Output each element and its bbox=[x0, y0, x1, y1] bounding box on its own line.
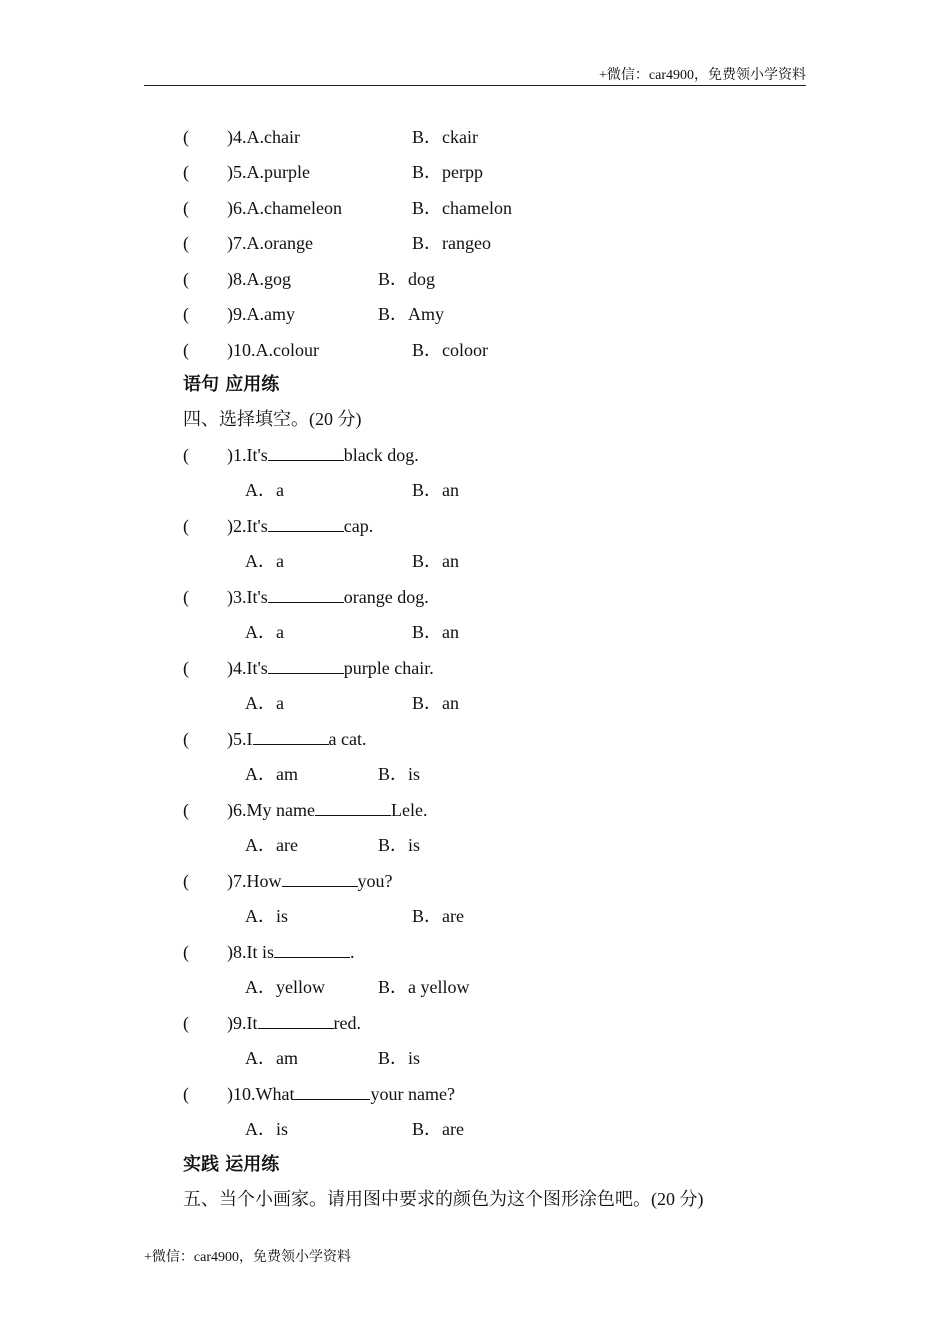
answer-paren: ( bbox=[183, 233, 189, 253]
part4-title: 四、选择填空。(20 分) bbox=[183, 409, 362, 429]
option-a: A．a bbox=[245, 480, 284, 500]
answer-paren: ( bbox=[183, 445, 189, 465]
part5-title: 五、当个小画家。请用图中要求的颜色为这个图形涂色吧。(20 分) bbox=[183, 1189, 704, 1209]
answer-paren: ( bbox=[183, 1013, 189, 1033]
option-b: B．coloor bbox=[412, 340, 488, 360]
answer-paren: ( bbox=[183, 162, 189, 182]
answer-paren: ( bbox=[183, 340, 189, 360]
fill-blank bbox=[258, 1012, 334, 1029]
question-text: )9.It red. bbox=[227, 1013, 361, 1033]
option-b: B．is bbox=[378, 764, 421, 784]
fill-blank bbox=[274, 941, 350, 958]
question-text: )7.A.orange bbox=[227, 233, 313, 253]
question-text: )5.I a cat. bbox=[227, 729, 367, 749]
option-a: A．is bbox=[245, 906, 289, 926]
option-a: A．a bbox=[245, 551, 284, 571]
question-text: )3.It's orange dog. bbox=[227, 587, 429, 607]
fill-blank bbox=[268, 444, 344, 461]
option-a: A．yellow bbox=[245, 977, 325, 997]
question-text: )10.A.colour bbox=[227, 340, 319, 360]
answer-paren: ( bbox=[183, 198, 189, 218]
fill-blank bbox=[253, 728, 329, 745]
answer-paren: ( bbox=[183, 729, 189, 749]
option-b: B．chamelon bbox=[412, 198, 512, 218]
question-text: )8.A.gog bbox=[227, 269, 291, 289]
answer-paren: ( bbox=[183, 304, 189, 324]
question-text: )9.A.amy bbox=[227, 304, 295, 324]
question-text: )10.What your name? bbox=[227, 1084, 455, 1104]
option-b: B．an bbox=[412, 480, 459, 500]
answer-paren: ( bbox=[183, 127, 189, 147]
option-b: B．an bbox=[412, 622, 459, 642]
option-a: A．are bbox=[245, 835, 298, 855]
section-heading-practice: 实践 运用练 bbox=[183, 1154, 280, 1175]
fill-blank bbox=[315, 799, 391, 816]
option-b: B．ckair bbox=[412, 127, 478, 147]
fill-blank bbox=[268, 586, 344, 603]
option-b: B．Amy bbox=[378, 304, 445, 324]
option-a: A．am bbox=[245, 764, 298, 784]
option-b: B．rangeo bbox=[412, 233, 491, 253]
option-a: A．a bbox=[245, 693, 284, 713]
answer-paren: ( bbox=[183, 800, 189, 820]
answer-paren: ( bbox=[183, 587, 189, 607]
question-text: )6.A.chameleon bbox=[227, 198, 342, 218]
question-text: )4.A.chair bbox=[227, 127, 300, 147]
option-b: B．is bbox=[378, 1048, 421, 1068]
fill-blank bbox=[268, 515, 344, 532]
option-b: B．an bbox=[412, 551, 459, 571]
fill-blank bbox=[294, 1083, 370, 1100]
page-header: +微信：car4900，免费领小学资料 bbox=[599, 68, 806, 83]
question-text: )6.My name Lele. bbox=[227, 800, 428, 820]
answer-paren: ( bbox=[183, 871, 189, 891]
answer-paren: ( bbox=[183, 1084, 189, 1104]
question-text: )4.It's purple chair. bbox=[227, 658, 434, 678]
option-a: A．is bbox=[245, 1119, 289, 1139]
answer-paren: ( bbox=[183, 516, 189, 536]
fill-blank bbox=[268, 657, 344, 674]
section-heading-sentences: 语句 应用练 bbox=[183, 374, 280, 395]
option-b: B．an bbox=[412, 693, 459, 713]
answer-paren: ( bbox=[183, 269, 189, 289]
option-b: B．is bbox=[378, 835, 421, 855]
option-a: A．am bbox=[245, 1048, 298, 1068]
option-b: B．are bbox=[412, 1119, 464, 1139]
header-rule bbox=[144, 85, 806, 86]
question-text: )5.A.purple bbox=[227, 162, 310, 182]
question-text: )8.It is . bbox=[227, 942, 355, 962]
question-text: )2.It's cap. bbox=[227, 516, 374, 536]
question-text: )1.It's black dog. bbox=[227, 445, 419, 465]
fill-blank bbox=[282, 870, 358, 887]
answer-paren: ( bbox=[183, 942, 189, 962]
option-b: B．a yellow bbox=[378, 977, 470, 997]
option-b: B．are bbox=[412, 906, 464, 926]
answer-paren: ( bbox=[183, 658, 189, 678]
option-a: A．a bbox=[245, 622, 284, 642]
page-footer: +微信：car4900，免费领小学资料 bbox=[144, 1250, 351, 1265]
option-b: B．perpp bbox=[412, 162, 483, 182]
option-b: B．dog bbox=[378, 269, 436, 289]
question-text: )7.How you? bbox=[227, 871, 393, 891]
